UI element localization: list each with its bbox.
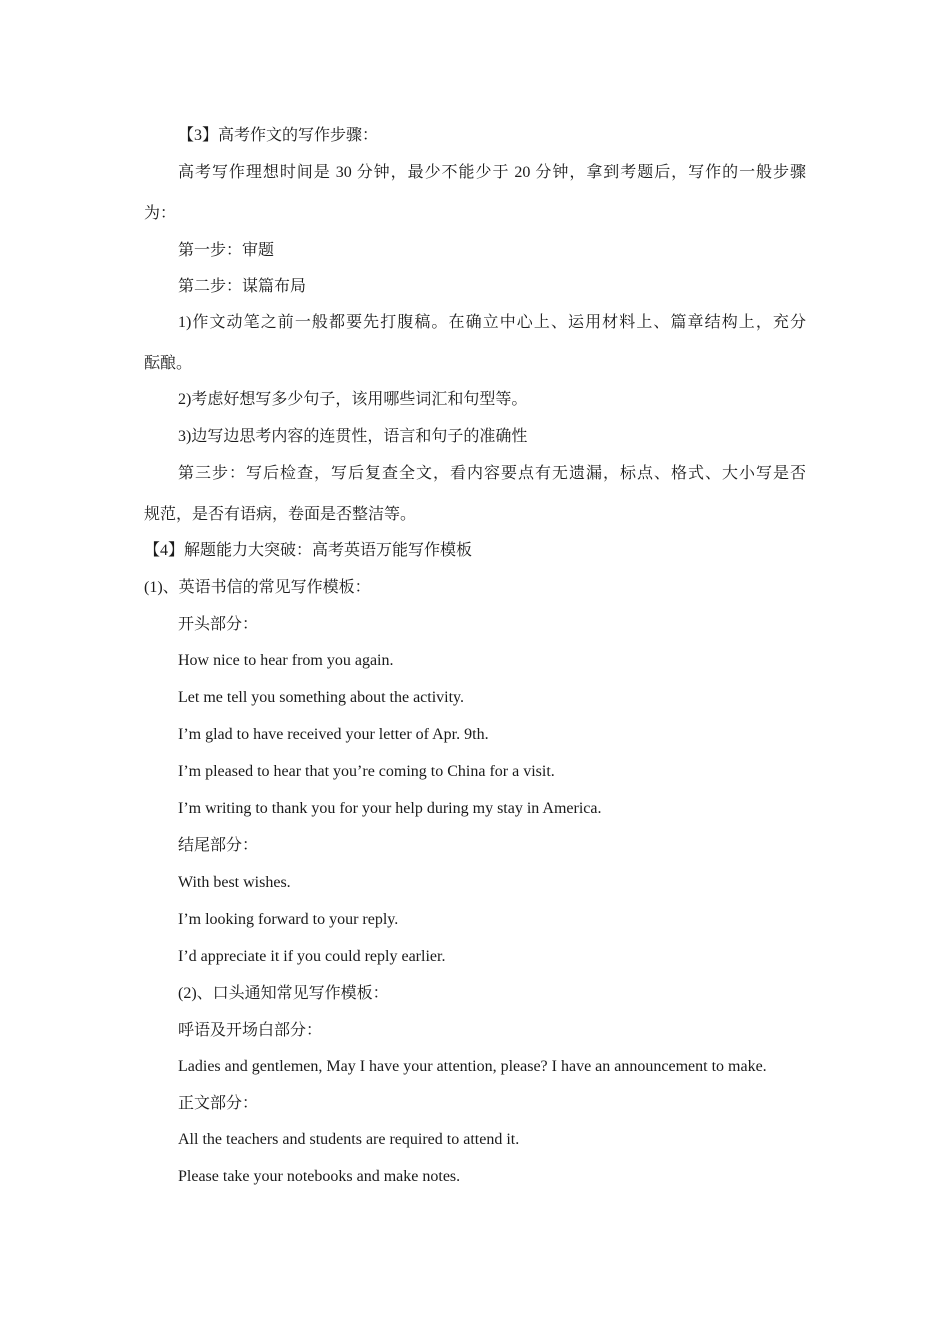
closing-sentence: I’m looking forward to your reply. — [178, 911, 399, 928]
opening-label: 开头部分： — [178, 616, 259, 633]
greeting-label: 呼语及开场白部分： — [178, 1022, 323, 1039]
section4-heading: 【4】解题能力大突破：高考英语万能写作模板 — [144, 542, 473, 559]
body-sentence: Please take your notebooks and make notes. — [178, 1168, 461, 1185]
step3-line2: 规范，是否有语病，卷面是否整洁等。 — [144, 506, 417, 523]
section3-heading: 【3】高考作文的写作步骤： — [178, 127, 379, 144]
step2-text: 第二步：谋篇布局 — [178, 278, 307, 295]
closing-label: 结尾部分： — [178, 837, 259, 854]
opening-sentence: I’m writing to thank you for your help during my stay in America. — [178, 800, 602, 817]
section3-intro-line2: 为： — [144, 205, 177, 222]
opening-sentence: I’m glad to have received your letter of Apr. 9th. — [178, 726, 489, 743]
section3-intro-line1: 高考写作理想时间是 30 分钟，最少不能少于 20 分钟，拿到考题后，写作的一般步骤 — [178, 164, 806, 181]
closing-sentence: With best wishes. — [178, 874, 291, 891]
closing-sentence: I’d appreciate it if you could reply earlier. — [178, 948, 446, 965]
point1-line2: 酝酿。 — [144, 355, 193, 372]
point1-line1: 1)作文动笔之前一般都要先打腹稿。在确立中心上、运用材料上、篇章结构上，充分 — [178, 314, 806, 331]
step3-line1: 第三步：写后检查，写后复查全文，看内容要点有无遗漏，标点、格式、大小写是否 — [178, 465, 806, 482]
step1-text: 第一步：审题 — [178, 242, 275, 259]
body-sentence: All the teachers and students are required to attend it. — [178, 1131, 520, 1148]
opening-sentence: How nice to hear from you again. — [178, 652, 394, 669]
point2-text: 2)考虑好想写多少句子，该用哪些词汇和句型等。 — [178, 391, 528, 408]
greeting-sentence: Ladies and gentlemen, May I have your attention, please? I have an announcement to make. — [178, 1058, 767, 1075]
letter-template-heading: (1)、英语书信的常见写作模板： — [144, 579, 371, 596]
opening-sentence: Let me tell you something about the activity. — [178, 689, 465, 706]
body-label: 正文部分： — [178, 1095, 259, 1112]
point3-text: 3)边写边思考内容的连贯性，语言和句子的准确性 — [178, 428, 528, 445]
notice-template-heading: (2)、口头通知常见写作模板： — [178, 985, 389, 1002]
opening-sentence: I’m pleased to hear that you’re coming to China for a visit. — [178, 763, 555, 780]
